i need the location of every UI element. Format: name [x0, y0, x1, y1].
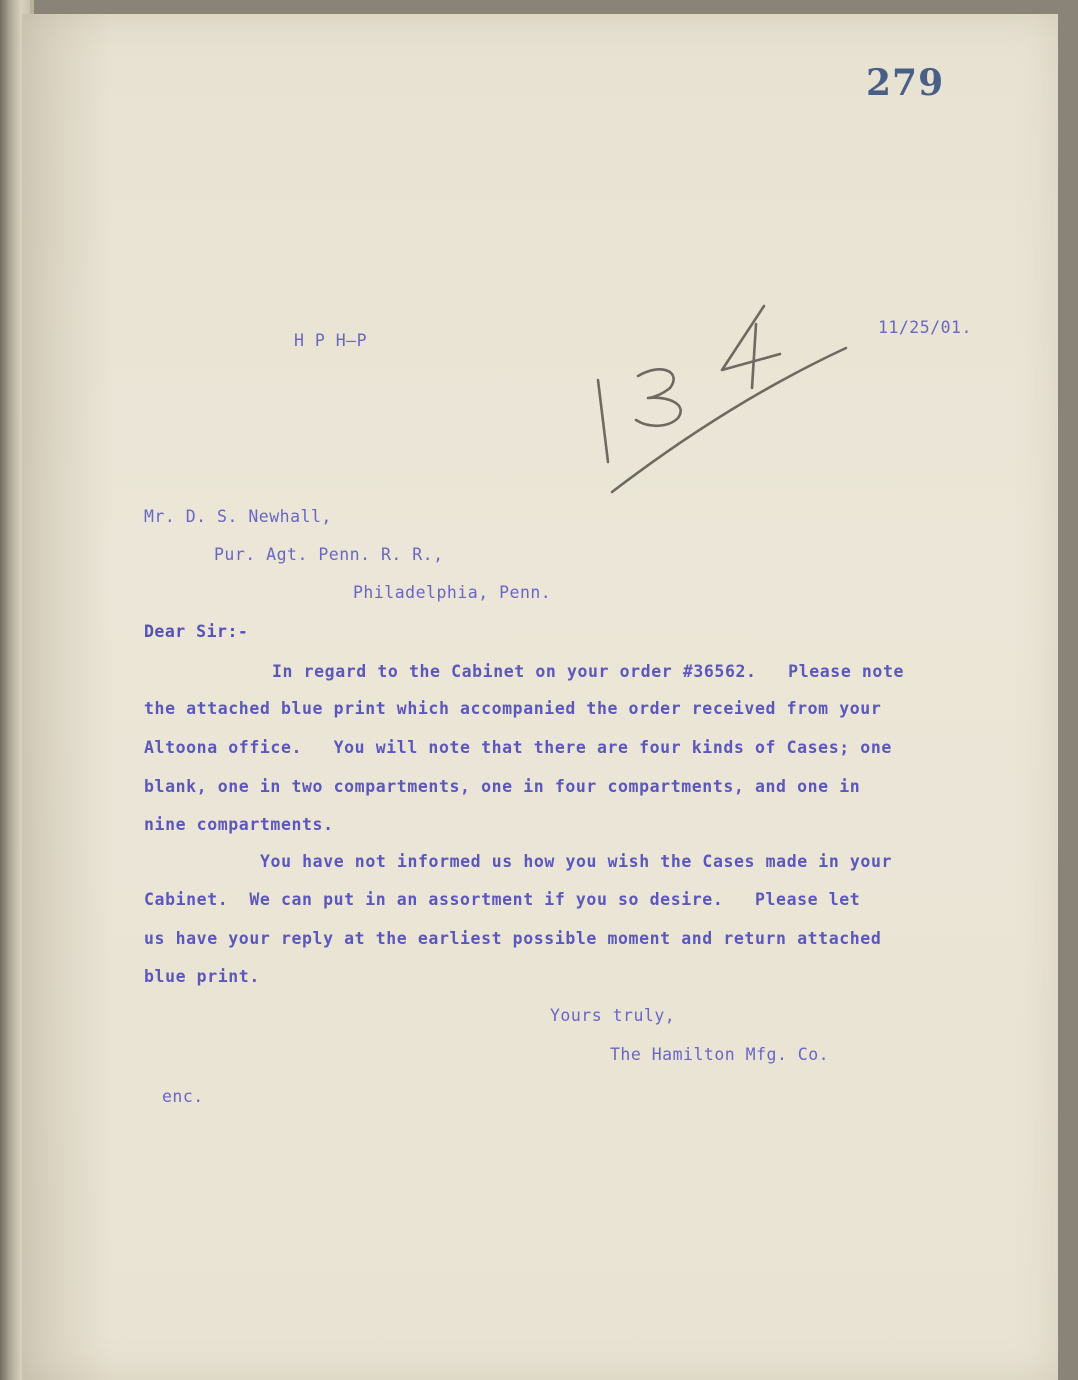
initials-reference: H P H—P [294, 331, 368, 350]
body-line: blue print. [144, 967, 260, 986]
body-line: Altoona office. You will note that there are four kinds of Cases; one [144, 738, 892, 757]
body-line: the attached blue print which accompanied the order received from your [144, 699, 882, 718]
body-line: us have your reply at the earliest possible moment and return attached [144, 929, 882, 948]
recipient-title: Pur. Agt. Penn. R. R., [214, 545, 444, 564]
enclosure-note: enc. [162, 1087, 204, 1106]
body-line: You have not informed us how you wish the Cases made in your [260, 852, 893, 871]
salutation: Dear Sir:- [144, 622, 249, 641]
page-number-stamp: 279 [866, 62, 945, 104]
signature-company: The Hamilton Mfg. Co. [610, 1045, 830, 1064]
body-line: In regard to the Cabinet on your order #36562. Please note [272, 662, 905, 681]
letter-date: 11/25/01. [878, 318, 972, 337]
body-line: blank, one in two compartments, one in four compartments, and one in [144, 777, 861, 796]
body-line: Cabinet. We can put in an assortment if you so desire. Please let [144, 890, 861, 909]
closing: Yours truly, [550, 1006, 676, 1025]
recipient-city: Philadelphia, Penn. [353, 583, 552, 602]
body-line: nine compartments. [144, 815, 334, 834]
recipient-name: Mr. D. S. Newhall, [144, 507, 332, 526]
